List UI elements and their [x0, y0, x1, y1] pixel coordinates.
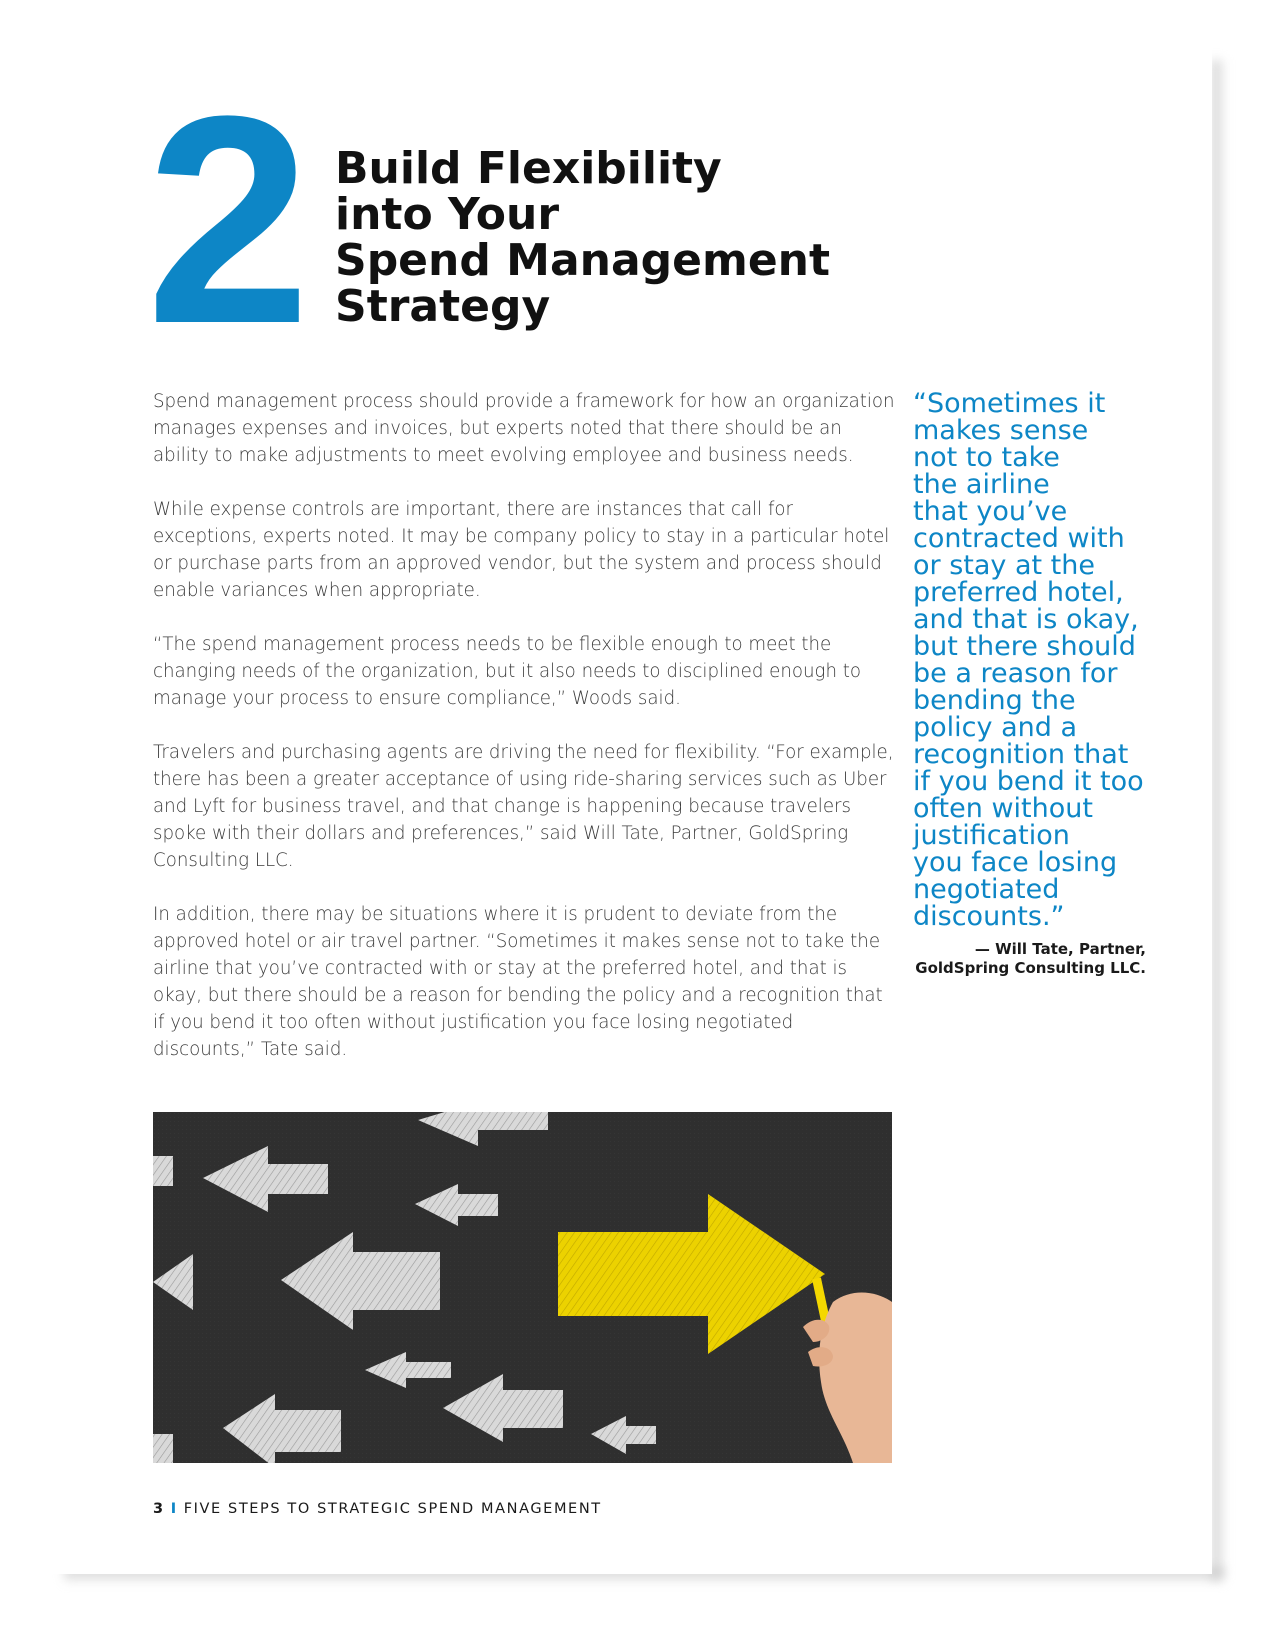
- pull-quote-line: or stay at the: [913, 550, 1095, 581]
- page-footer: [153, 1501, 602, 1517]
- chapter-number: 2: [146, 54, 305, 385]
- headline-line: Strategy: [335, 281, 551, 332]
- pull-quote-line: if you bend it too: [913, 766, 1144, 797]
- pull-quote-line: be a reason for: [913, 658, 1118, 689]
- pull-quote: [913, 390, 1163, 930]
- pull-quote-line: “Sometimes it: [913, 388, 1106, 419]
- headline-line: Spend Management: [335, 235, 831, 286]
- body-paragraph: In addition, there may be situations where it is prudent to deviate from the approved hotel or air travel partner. “Sometimes it makes sense not to take the airline that you’ve contracted with or stay at the preferred hotel, and that is okay, but there should be a reason for bending the policy and a recognition that if you bend it too often without justification you face losing negotiated discounts,” Tate said.: [153, 904, 883, 1060]
- quote-attribution: [913, 940, 1146, 978]
- body-text: [153, 388, 898, 1090]
- pull-quote-line: you face losing: [913, 847, 1118, 878]
- pull-quote-line: negotiated: [913, 874, 1060, 905]
- pull-quote-line: justification: [913, 820, 1070, 851]
- pull-quote-line: makes sense: [913, 415, 1089, 446]
- pull-quote-line: and that is okay,: [913, 604, 1139, 635]
- pull-quote-line: often without: [913, 793, 1093, 824]
- attribution-line: — Will Tate, Partner,: [974, 940, 1146, 958]
- pull-quote-line: preferred hotel,: [913, 577, 1124, 608]
- footer-separator: I: [170, 1501, 178, 1517]
- page-number: 3: [153, 1501, 165, 1517]
- pull-quote-line: the airline: [913, 469, 1050, 500]
- page-shadow-right: [1212, 60, 1226, 1580]
- section-headline: [335, 143, 855, 332]
- body-paragraph: Travelers and purchasing agents are driving the need for flexibility. “For example, there has been a greater acceptance of using ride-sharing services such as Uber and Lyft for business travel, and that change is happening because travelers spoke with their dollars and preferences,” said Will Tate, Partner, GoldSpring Consulting LLC.: [153, 742, 894, 871]
- body-paragraph: While expense controls are important, there are instances that call for exceptions, experts noted. It may be company policy to stay in a particular hotel or purchase parts from an approved vendor, but the system and process should enable variances when appropriate.: [153, 499, 890, 601]
- pull-quote-line: but there should: [913, 631, 1136, 662]
- pull-quote-line: discounts.”: [913, 901, 1065, 932]
- pull-quote-line: not to take: [913, 442, 1060, 473]
- chalk-arrows-photo: [153, 1112, 892, 1463]
- headline-line: into Your: [335, 189, 560, 240]
- pull-quote-line: recognition that: [913, 739, 1129, 770]
- headline-line: Build Flexibility: [335, 143, 722, 194]
- footer-title: FIVE STEPS TO STRATEGIC SPEND MANAGEMENT: [183, 1501, 602, 1517]
- body-paragraph: “The spend management process needs to be flexible enough to meet the changing needs of the organization, but it also needs to disciplined enough to manage your process to ensure compliance,” Woods said.: [153, 634, 862, 709]
- pull-quote-line: that you’ve: [913, 496, 1068, 527]
- pull-quote-line: bending the: [913, 685, 1076, 716]
- pull-quote-line: policy and a: [913, 712, 1077, 743]
- pull-quote-line: contracted with: [913, 523, 1125, 554]
- body-paragraph: Spend management process should provide a framework for how an organization manages expenses and invoices, but experts noted that there should be an ability to make adjustments to meet evolving employee and business needs.: [153, 391, 895, 466]
- chalk-arrows-illustration-icon: [153, 1112, 892, 1463]
- attribution-line: GoldSpring Consulting LLC.: [915, 959, 1146, 977]
